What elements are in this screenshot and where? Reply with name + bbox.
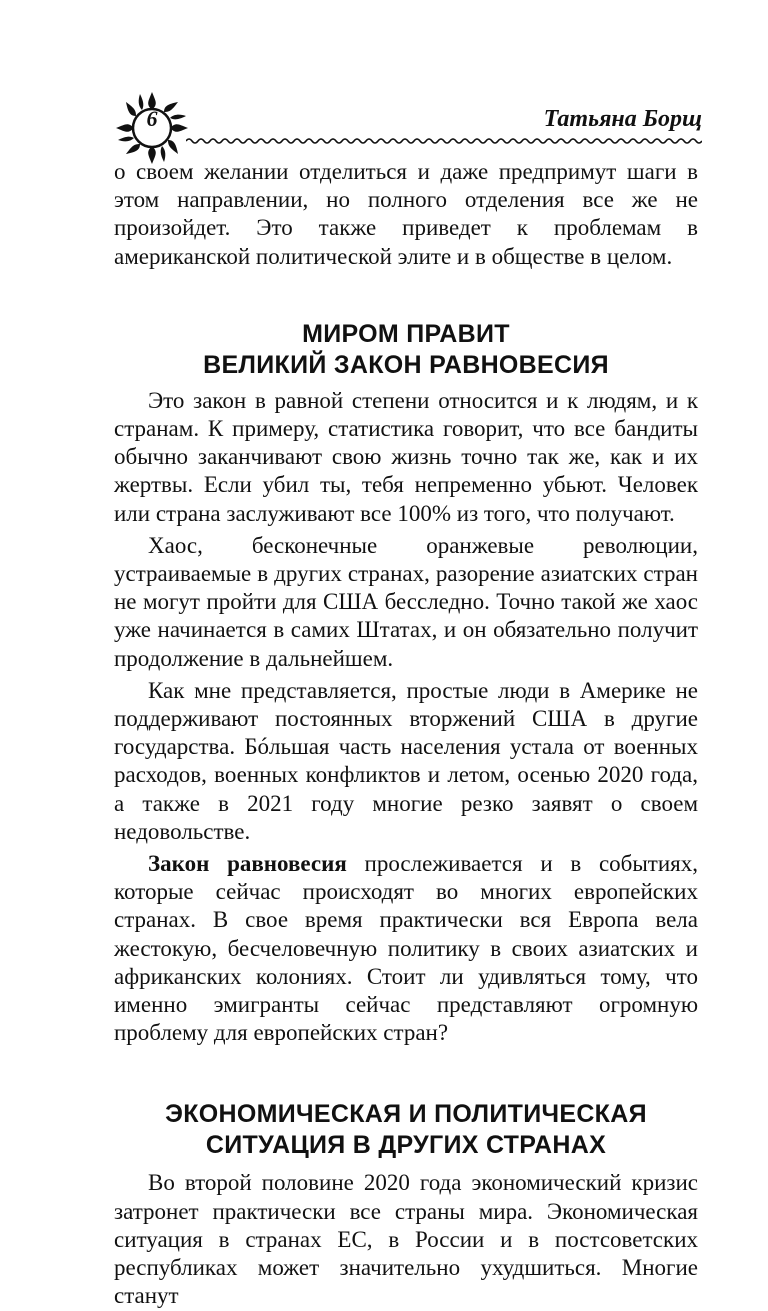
paragraph-text: прослеживается и в событиях, которые сейчас происходят во многих европейских странах. В свое время практически вся Европа вела жестокую, бесчеловечную политику в своих азиатских и африканских колониях. Стоит ли удивляться тому, что именно эмигранты сейчас представляют огромную проблему для европейских стран?: [114, 851, 698, 1046]
bold-term: Закон равновесия: [148, 851, 347, 877]
running-header: [112, 88, 702, 168]
paragraph-intro: о своем желании отделиться и даже предпримут шаги в этом направлении, но полного отделения все же не произойдет. Это также приведет к проблемам в американской политической элите и в обществе в целом.: [114, 159, 698, 269]
paragraph: [114, 850, 698, 1047]
section-heading-equilibrium: [114, 319, 698, 381]
paragraph: Как мне представляется, простые люди в Америке не поддерживают постоянных вторжений США в другие государства. Бóльшая часть населения устала от военных расходов, военных конфликтов и летом, осенью 2020 года, а также в 2021 году многие резко заявят о своем недовольстве.: [114, 677, 698, 844]
section-heading-economy: [114, 1099, 698, 1161]
wavy-divider: [186, 136, 702, 146]
running-author: Татьяна Борщ: [543, 106, 702, 132]
heading-line: СИТУАЦИЯ В ДРУГИХ СТРАНАХ: [205, 1131, 607, 1160]
paragraph: Это закон в равной степени относится и к людям, и к странам. К примеру, статистика говорит, что все бандиты обычно заканчивают свою жизнь точно так же, как и их жертвы. Если убил ты, тебя непременно убьют. Человек или страна заслуживают все 100% из того, что получают.: [114, 387, 698, 526]
page-number: 6: [146, 106, 158, 131]
heading-line: ЭКОНОМИЧЕСКАЯ И ПОЛИТИЧЕСКАЯ: [165, 1100, 647, 1129]
heading-line: ВЕЛИКИЙ ЗАКОН РАВНОВЕСИЯ: [203, 350, 609, 379]
paragraph: Хаос, бесконечные оранжевые революции, устраиваемые в других странах, разорение азиатских стран не могут пройти для США бесследно. Точно такой же хаос уже начинается в самих Штатах, и он обязательно получит продолжение в дальнейшем.: [114, 532, 698, 671]
heading-line: МИРОМ ПРАВИТ: [302, 319, 510, 348]
page-body: [114, 158, 698, 1311]
paragraph: Во второй половине 2020 года экономический кризис затронет практически все страны мира. Экономическая ситуация в странах ЕС, в России и в постсоветских республиках может значительно ухудшиться. Многие станут: [114, 1170, 698, 1309]
